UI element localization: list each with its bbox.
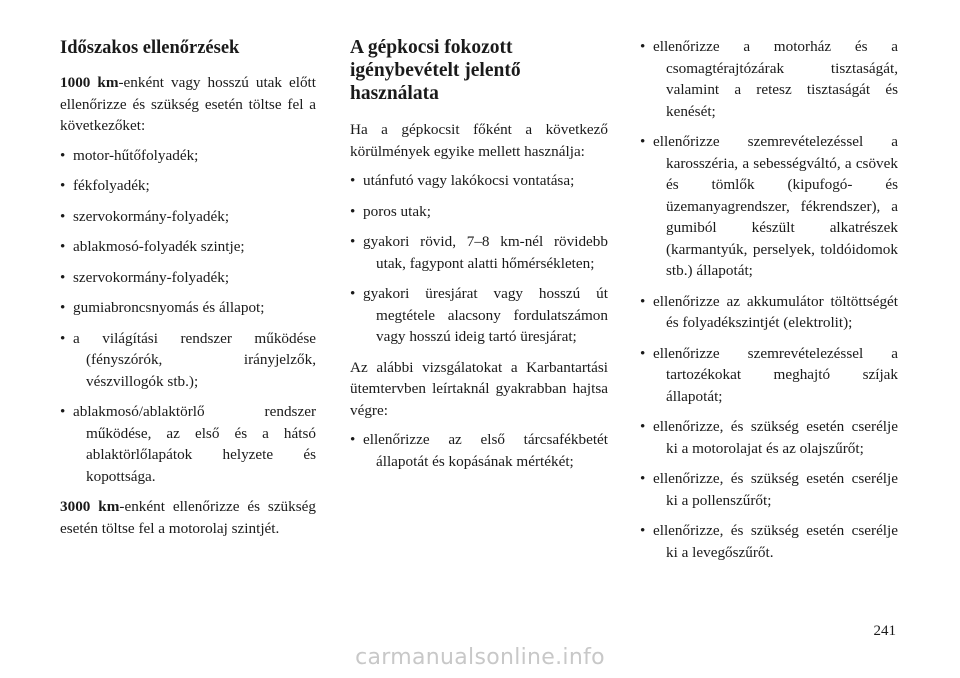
list-item: • ellenőrizze a motorház és a csomagtérajtózárak tisztaságát, valamint a retesz tisztaságát és kenését; (640, 36, 898, 122)
intro-paragraph: 1000 km-enként vagy hosszú utak előtt ellenőrizze és szükség esetén töltse fel a következőket: (60, 74, 316, 134)
list-item: • ablakmosó/ablaktörlő rendszer működése, az első és a hátsó ablaktörlőlapátok helyzete és kopottsága. (60, 401, 316, 487)
list-item: • ellenőrizze az akkumulátor töltöttségét és folyadékszintjét (elektrolit); (640, 291, 898, 334)
heading-periodic-checks: Időszakos ellenőrzések (60, 38, 240, 58)
column-periodic-checks (60, 36, 316, 547)
list-item: • poros utak; (350, 201, 608, 223)
list-item: • a világítási rendszer működése (fényszórók, irányjelzők, vészvillogók stb.); (60, 328, 316, 393)
list-item: • motor-hűtőfolyadék; (60, 145, 316, 167)
list-item: • ellenőrizze szemrevételezéssel a karosszéria, a sebességváltó, a csövek és tömlők (kipufogó- és üzemanyagrendszer, fékrendszer), a gumiból készült alkatrészek (karmantyúk, perselyek, toldóidomok stb.) állapotát; (640, 131, 898, 282)
inspection-list-continued (640, 36, 898, 563)
heading-heavy-use: A gépkocsi fokozott igénybevételt jelentő használata (350, 37, 521, 104)
column-heavy-use (350, 36, 608, 481)
inspection-list (350, 429, 608, 472)
intro-paragraph: Ha a gépkocsit főként a következő körülmények egyike mellett használja: (350, 121, 608, 160)
column-inspection-continued (640, 36, 898, 572)
list-item: • szervokormány-folyadék; (60, 267, 316, 289)
conditions-list (350, 170, 608, 348)
list-item: • fékfolyadék; (60, 175, 316, 197)
list-item: • gyakori üresjárat vagy hosszú út megtétele alacsony fordulatszámon vagy hosszú ideig tartó üresjárat; (350, 283, 608, 348)
list-item: • ablakmosó-folyadék szintje; (60, 236, 316, 258)
list-item: • ellenőrizze szemrevételezéssel a tartozékokat meghajtó szíjak állapotát; (640, 343, 898, 408)
list-item: • ellenőrizze, és szükség esetén cserélje ki a motorolajat és az olajszűrőt; (640, 416, 898, 459)
page-number: 241 (873, 623, 896, 639)
list-item: • gumiabroncsnyomás és állapot; (60, 297, 316, 319)
middle-paragraph: Az alábbi vizsgálatokat a Karbantartási ütemtervben leírtaknál gyakrabban hajtsa végre: (350, 358, 608, 419)
check-list (60, 145, 316, 488)
list-item: • ellenőrizze, és szükség esetén cserélje ki a pollenszűrőt; (640, 468, 898, 511)
list-item: • gyakori rövid, 7–8 km-nél rövidebb utak, fagypont alatti hőmérsékleten; (350, 231, 608, 274)
list-item: • szervokormány-folyadék; (60, 206, 316, 228)
list-item: • ellenőrizze az első tárcsafékbetét állapotát és kopásának mértékét; (350, 429, 608, 472)
list-item: • utánfutó vagy lakókocsi vontatása; (350, 170, 608, 192)
list-item: • ellenőrizze, és szükség esetén cserélje ki a levegőszűrőt. (640, 520, 898, 563)
outro-paragraph: 3000 km-enként ellenőrizze és szükség esetén töltse fel a motorolaj szintjét. (60, 498, 316, 537)
watermark: carmanualsonline.info (355, 645, 605, 670)
interval-3000km: 3000 km (60, 498, 120, 515)
interval-1000km: 1000 km (60, 74, 119, 91)
